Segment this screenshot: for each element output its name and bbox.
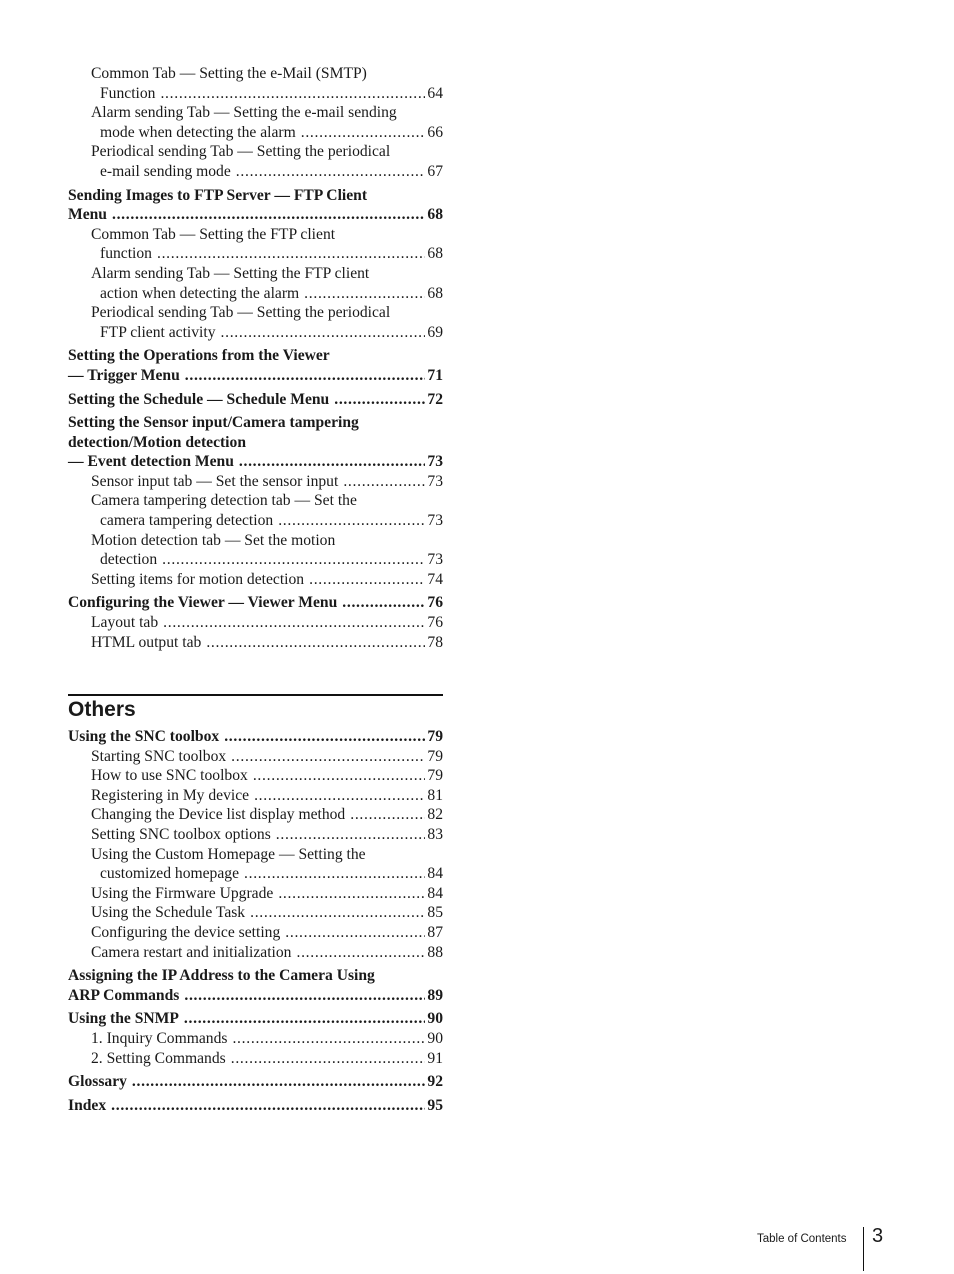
toc-entry-title: Setting items for motion detection [91, 570, 305, 588]
toc-entry-line [68, 205, 443, 225]
dot-leader [350, 805, 425, 825]
toc-page-number: 95 [427, 1096, 443, 1114]
dot-leader [160, 84, 425, 104]
dot-leader [254, 786, 425, 806]
toc-entry-line [68, 1009, 443, 1029]
dot-leader [162, 550, 425, 570]
toc-entry-line [91, 805, 443, 825]
dot-leader [132, 1072, 425, 1092]
dot-leader [163, 613, 425, 633]
toc-page-number: 85 [427, 904, 443, 922]
toc-entry-line [68, 346, 443, 366]
toc-entry-line [91, 142, 443, 162]
toc-entry-line [68, 390, 443, 410]
toc-entry-line [91, 123, 443, 143]
dot-leader [239, 452, 426, 472]
toc-entry-title: Alarm sending Tab — Setting the e-mail sending [91, 104, 397, 122]
others-section-heading: Others [68, 698, 136, 721]
toc-entry-minor[interactable] [68, 103, 443, 142]
toc-continued-list [68, 64, 443, 652]
toc-entry-title: Starting SNC toolbox [91, 747, 227, 765]
footer-divider [863, 1227, 864, 1271]
dot-leader [276, 825, 426, 845]
toc-entry-major[interactable] [68, 413, 443, 472]
toc-page-number: 88 [427, 943, 443, 961]
toc-page-number: 90 [427, 1010, 443, 1028]
dot-leader [112, 205, 425, 225]
toc-entry-line [68, 433, 443, 453]
toc-entry-title: Using the Custom Homepage — Setting the [91, 845, 366, 863]
toc-entry-title: action when detecting the alarm [100, 284, 300, 302]
toc-entry-title: Function [100, 84, 156, 102]
toc-entry-title: Changing the Device list display method [91, 806, 346, 824]
toc-page-number: 73 [427, 453, 443, 471]
toc-entry-title: Configuring the device setting [91, 923, 281, 941]
toc-entry-minor[interactable] [68, 142, 443, 181]
toc-entry-title: — Trigger Menu [68, 366, 180, 384]
toc-entry-line [91, 511, 443, 531]
toc-entry-line [68, 727, 443, 747]
toc-entry-title: Alarm sending Tab — Setting the FTP client [91, 264, 370, 282]
toc-page-number: 73 [427, 512, 443, 530]
toc-entry-line [68, 1096, 443, 1116]
toc-entry-line [68, 186, 443, 206]
toc-entry-major[interactable] [68, 1072, 443, 1092]
toc-entry-line [68, 593, 443, 613]
dot-leader [304, 284, 425, 304]
toc-entry-line [91, 903, 443, 923]
toc-entry-line [91, 864, 443, 884]
toc-entry-minor[interactable] [68, 845, 443, 884]
toc-page-number: 79 [427, 767, 443, 785]
toc-entry-minor[interactable] [68, 923, 443, 943]
dot-leader [184, 1009, 426, 1029]
dot-leader [301, 123, 426, 143]
toc-entry-title: Using the SNMP [68, 1010, 179, 1028]
toc-entry-line [91, 1029, 443, 1049]
toc-entry-line [91, 845, 443, 865]
toc-entry-title: Registering in My device [91, 786, 250, 804]
toc-entry-title: ARP Commands [68, 986, 180, 1004]
toc-entry-title: Using the SNC toolbox [68, 728, 220, 745]
toc-page-number: 66 [427, 123, 443, 141]
dot-leader [296, 943, 425, 963]
toc-entry-line [91, 550, 443, 570]
toc-entry-title: Setting the Sensor input/Camera tampering [68, 414, 359, 432]
toc-entry-minor[interactable] [68, 64, 443, 103]
toc-page-number: 89 [427, 986, 443, 1004]
toc-entry-line [91, 244, 443, 264]
toc-entry-title: Assigning the IP Address to the Camera Using [68, 967, 375, 985]
toc-entry-line [91, 64, 443, 84]
toc-entry-title: Motion detection tab — Set the motion [91, 531, 336, 549]
toc-entry-line [91, 613, 443, 633]
dot-leader [278, 884, 425, 904]
toc-entry-minor[interactable] [68, 633, 443, 653]
toc-entry-title: Setting the Schedule — Schedule Menu [68, 390, 330, 408]
toc-entry-minor[interactable] [68, 884, 443, 904]
toc-entry-major[interactable] [68, 1096, 443, 1116]
toc-entry-title: e-mail sending mode [100, 162, 231, 180]
toc-page-number: 68 [427, 284, 443, 302]
toc-entry-title: Common Tab — Setting the e-Mail (SMTP) [91, 65, 367, 82]
toc-entry-line [68, 1072, 443, 1092]
toc-entry-title: — Event detection Menu [68, 453, 234, 471]
toc-entry-minor[interactable] [68, 491, 443, 530]
toc-page-number: 74 [427, 570, 443, 588]
toc-entry-line [91, 531, 443, 551]
others-toc-list [68, 727, 443, 1115]
toc-entry-minor[interactable] [68, 1049, 443, 1069]
toc-entry-major[interactable] [68, 966, 443, 1005]
toc-page-number: 81 [427, 786, 443, 804]
dot-leader [157, 244, 425, 264]
toc-entry-major[interactable] [68, 346, 443, 385]
footer-label: Table of Contents [757, 1233, 847, 1245]
toc-entry-title: 2. Setting Commands [91, 1049, 226, 1067]
toc-entry-title: Setting the Operations from the Viewer [68, 347, 330, 365]
toc-entry-title: customized homepage [100, 865, 239, 883]
toc-entry-title: function [100, 245, 152, 263]
toc-entry-title: Periodical sending Tab — Setting the periodical [91, 143, 391, 161]
dot-leader [224, 727, 425, 747]
toc-entry-title: Sensor input tab — Set the sensor input [91, 472, 339, 490]
toc-entry-minor[interactable] [68, 570, 443, 590]
toc-page-number: 76 [427, 594, 443, 612]
toc-entry-line [91, 786, 443, 806]
toc-entry-minor[interactable] [68, 805, 443, 825]
toc-page-number: 69 [427, 323, 443, 341]
dot-leader [309, 570, 425, 590]
toc-entry-line [91, 825, 443, 845]
dot-leader [278, 511, 425, 531]
toc-page-number: 90 [427, 1029, 443, 1047]
toc-page-number: 82 [427, 806, 443, 824]
toc-entry-line [91, 570, 443, 590]
dot-leader [250, 903, 425, 923]
toc-entry-line [91, 284, 443, 304]
dot-leader [342, 593, 425, 613]
toc-page-number: 67 [427, 162, 443, 180]
toc-entry-minor[interactable] [68, 264, 443, 303]
toc-page-number: 71 [427, 366, 443, 384]
toc-entry-line [91, 162, 443, 182]
toc-entry-line [68, 413, 443, 433]
toc-entry-line [91, 103, 443, 123]
toc-entry-major[interactable] [68, 593, 443, 613]
toc-page-number: 84 [427, 865, 443, 883]
dot-leader [253, 766, 426, 786]
toc-entry-line [68, 966, 443, 986]
dot-leader [206, 633, 425, 653]
toc-entry-title: Camera restart and initialization [91, 943, 292, 961]
toc-entry-title: camera tampering detection [100, 512, 274, 530]
toc-entry-line [91, 884, 443, 904]
toc-entry-minor[interactable] [68, 943, 443, 963]
toc-entry-line [91, 225, 443, 245]
dot-leader [244, 864, 425, 884]
toc-entry-major[interactable] [68, 1009, 443, 1029]
toc-page-number: 84 [427, 884, 443, 902]
dot-leader [232, 1029, 425, 1049]
toc-entry-line [91, 491, 443, 511]
dot-leader [185, 366, 426, 386]
toc-entry-title: detection [100, 551, 158, 569]
toc-entry-minor[interactable] [68, 786, 443, 806]
toc-entry-title: Using the Schedule Task [91, 904, 246, 922]
toc-entry-line [91, 633, 443, 653]
toc-entry-minor[interactable] [68, 747, 443, 767]
toc-entry-line [91, 264, 443, 284]
toc-entry-minor[interactable] [68, 225, 443, 264]
toc-entry-title: Configuring the Viewer — Viewer Menu [68, 594, 338, 612]
toc-entry-line [91, 1049, 443, 1069]
toc-entry-minor[interactable] [68, 903, 443, 923]
toc-entry-title: detection/Motion detection [68, 433, 246, 451]
toc-entry-line [68, 986, 443, 1006]
toc-page-number: 78 [427, 633, 443, 651]
toc-entry-title: Glossary [68, 1073, 127, 1091]
toc-entry-title: Setting SNC toolbox options [91, 825, 271, 843]
toc-entry-title: How to use SNC toolbox [91, 767, 248, 785]
toc-page-number: 91 [427, 1049, 443, 1067]
toc-entry-title: Layout tab [91, 614, 159, 632]
toc-entry-major[interactable] [68, 727, 443, 747]
toc-entry-minor[interactable] [68, 825, 443, 845]
toc-page-number: 72 [427, 390, 443, 408]
dot-leader [285, 923, 425, 943]
toc-entry-minor[interactable] [68, 472, 443, 492]
dot-leader [334, 390, 425, 410]
toc-entry-minor[interactable] [68, 613, 443, 633]
toc-entry-line [91, 923, 443, 943]
toc-entry-title: 1. Inquiry Commands [91, 1029, 228, 1047]
toc-entry-line [91, 943, 443, 963]
toc-page-number: 79 [427, 728, 443, 745]
toc-entry-title: mode when detecting the alarm [100, 123, 296, 141]
toc-entry-minor[interactable] [68, 766, 443, 786]
toc-entry-title: Periodical sending Tab — Setting the periodical [91, 304, 391, 322]
toc-entry-line [91, 747, 443, 767]
dot-leader [221, 323, 426, 343]
toc-entry-line [91, 766, 443, 786]
toc-entry-title: Camera tampering detection tab — Set the [91, 492, 357, 510]
dot-leader [184, 986, 425, 1006]
toc-entry-title: Using the Firmware Upgrade [91, 884, 274, 902]
toc-entry-title: HTML output tab [91, 633, 202, 651]
dot-leader [111, 1096, 425, 1116]
toc-entry-line [91, 303, 443, 323]
toc-entry-line [91, 323, 443, 343]
toc-entry-title: Index [68, 1096, 107, 1114]
toc-page-number: 83 [427, 825, 443, 843]
toc-entry-line [68, 366, 443, 386]
toc-entry-major[interactable] [68, 186, 443, 225]
toc-page-number: 92 [427, 1073, 443, 1091]
toc-entry-minor[interactable] [68, 1029, 443, 1049]
toc-page-number: 79 [427, 747, 443, 765]
toc-entry-title: Sending Images to FTP Server — FTP Client [68, 186, 368, 204]
toc-entry-line [68, 452, 443, 472]
dot-leader [343, 472, 425, 492]
dot-leader [231, 747, 425, 767]
toc-entry-major[interactable] [68, 390, 443, 410]
toc-page-number: 73 [427, 472, 443, 490]
toc-entry-title: FTP client activity [100, 323, 216, 341]
toc-page-number: 76 [427, 614, 443, 632]
section-divider [68, 694, 443, 696]
dot-leader [231, 1049, 426, 1069]
footer-page-number: 3 [872, 1225, 884, 1247]
toc-entry-minor[interactable] [68, 303, 443, 342]
toc-page-number: 73 [427, 551, 443, 569]
toc-entry-title: Common Tab — Setting the FTP client [91, 225, 336, 243]
toc-entry-line [91, 84, 443, 104]
toc-page-number: 68 [427, 245, 443, 263]
dot-leader [236, 162, 426, 182]
toc-page-number: 68 [427, 206, 443, 224]
toc-entry-title: Menu [68, 206, 107, 224]
toc-page-number: 64 [427, 84, 443, 102]
toc-entry-line [91, 472, 443, 492]
toc-entry-minor[interactable] [68, 531, 443, 570]
toc-page-number: 87 [427, 923, 443, 941]
